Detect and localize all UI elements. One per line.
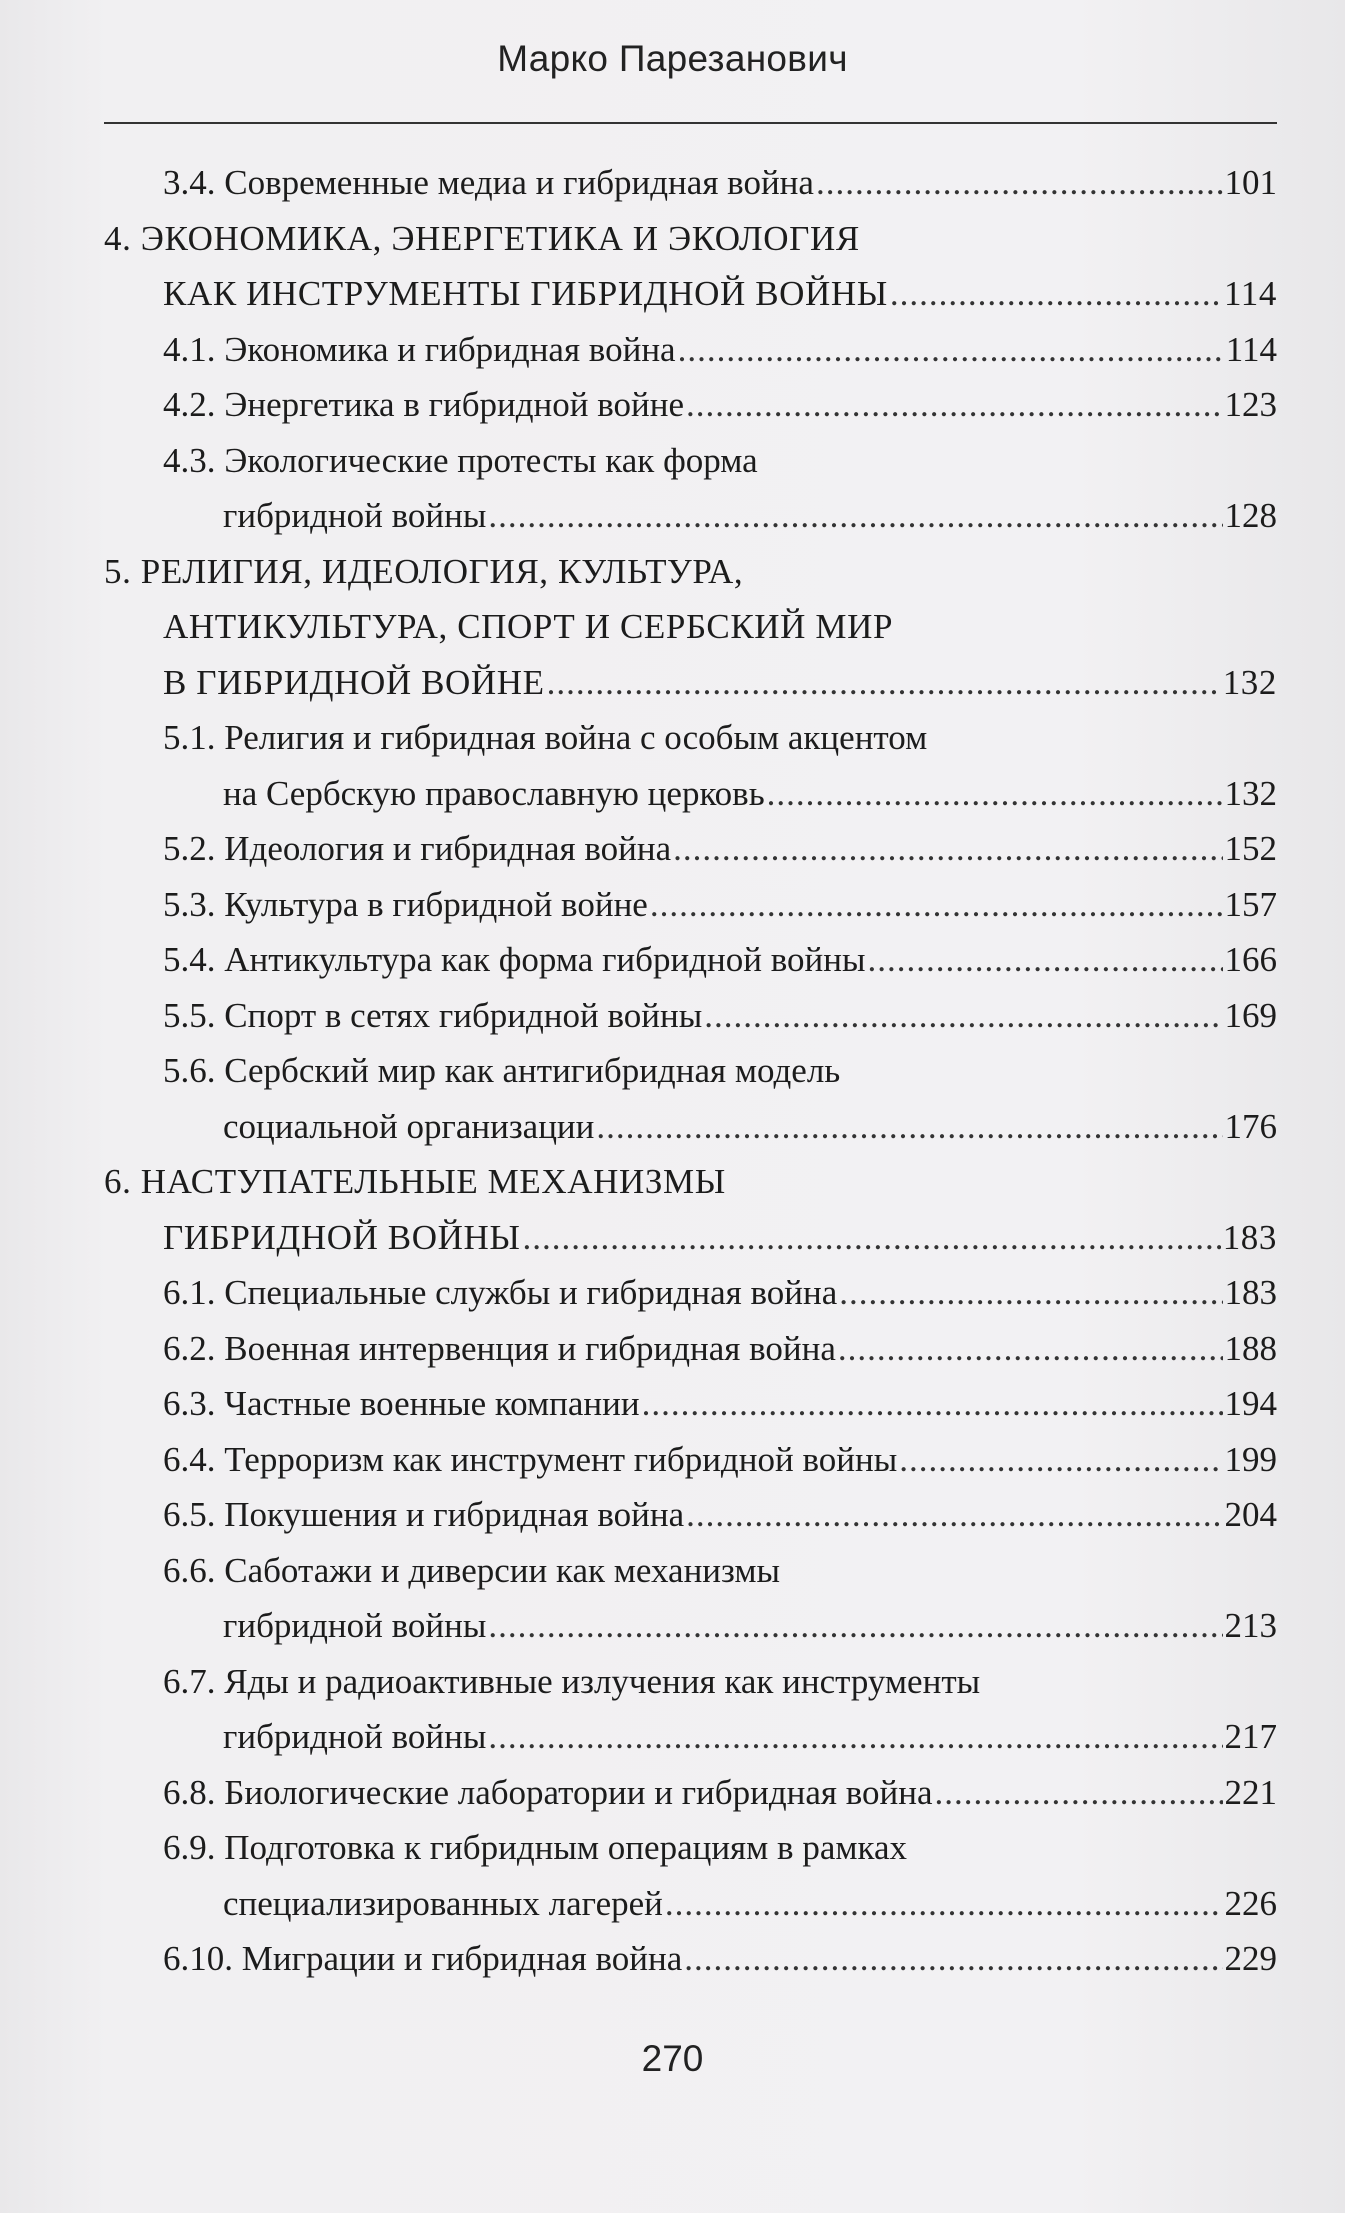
toc-entry-line [163,988,1277,1044]
dot-leader [867,932,1222,988]
toc-entry-line [163,1487,1277,1543]
toc-entry-title: 5.6. Сербский мир как антигибридная модель [163,1051,841,1090]
toc-entry-title: 4.3. Экологические протесты как форма [163,440,758,480]
toc-section [104,710,1277,821]
toc-section [104,1432,1277,1488]
toc-entry-line [163,1099,1277,1155]
toc-section [104,1931,1277,1987]
toc-entry-title: КАК ИНСТРУМЕНТЫ ГИБРИДНОЙ ВОЙНЫ [163,274,888,313]
toc-section [104,1543,1277,1654]
toc-section [104,877,1277,933]
toc-page-number: 169 [1224,995,1277,1035]
toc-page-number: 199 [1224,1439,1277,1479]
toc-section [104,932,1277,988]
toc-entry-line [163,322,1277,378]
toc-entry-line [104,655,1277,711]
toc-entry-title: гибридной войны [223,1606,487,1645]
toc-page-number: 114 [1225,329,1277,369]
toc-page-number: 166 [1224,940,1277,979]
toc-entry-title: 5.3. Культура в гибридной войне [163,884,648,924]
toc-section [104,1820,1277,1931]
toc-entry-title: гибридной войны [223,1717,487,1756]
toc-entry-title: 6.1. Специальные службы и гибридная война [163,1273,838,1312]
toc-entry-line [163,1432,1277,1488]
toc-entry-title: 5.1. Религия и гибридная война с особым акцентом [163,718,928,757]
toc-entry-line [163,1765,1277,1821]
toc-entry-line [104,1210,1277,1266]
toc-entry-line [163,877,1277,933]
toc-chapter [104,544,1277,711]
toc-entry-title: 6.4. Терроризм как инструмент гибридной войны [163,1439,898,1479]
toc-entry-title: специализированных лагерей [223,1883,663,1923]
toc-page-number: 217 [1224,1717,1277,1756]
toc-entry-title: 6.10. Миграции и гибридная война [163,1939,683,1978]
toc-entry-title: ГИБРИДНОЙ ВОЙНЫ [163,1217,521,1257]
toc-chapter [104,1154,1277,1265]
dot-leader [890,266,1222,322]
toc-section [104,1376,1277,1432]
dot-leader [488,1598,1222,1654]
toc-entry-line [163,1598,1277,1654]
toc-page-number: 229 [1224,1939,1277,1978]
toc-section [104,155,1277,211]
toc-page-number: 128 [1224,496,1277,535]
toc-page-number: 183 [1222,1217,1277,1257]
dot-leader [523,1210,1221,1266]
toc-page-number: 123 [1224,385,1277,424]
toc-page-number: 132 [1222,662,1277,702]
dot-leader [899,1432,1222,1488]
toc-entry-line [163,1376,1277,1432]
toc-section [104,988,1277,1044]
toc-page-number: 132 [1224,773,1277,813]
toc-entry-line [163,1931,1277,1987]
dot-leader [839,1265,1222,1321]
toc-page-number: 221 [1224,1772,1277,1812]
page-number: 270 [641,2038,704,2079]
toc-section [104,322,1277,378]
toc-entry-line [163,377,1277,433]
running-head: Марко Парезанович [497,38,848,79]
toc-entry-title: 3.4. Современные медиа и гибридная война [163,163,814,202]
dot-leader [650,877,1223,933]
toc-entry-line [163,1321,1277,1377]
toc-entry-title: 4.2. Энергетика в гибридной войне [163,385,685,424]
toc-entry-line [163,932,1277,988]
dot-leader [686,1487,1222,1543]
toc-entry-line [163,155,1277,211]
toc-entry-line [163,766,1277,822]
dot-leader [678,322,1224,378]
toc-page-number: 226 [1224,1883,1277,1923]
dot-leader [767,766,1223,822]
toc-entry-line [163,1709,1277,1765]
toc-section [104,1765,1277,1821]
toc-section [104,433,1277,544]
toc-entry-title: 5. РЕЛИГИЯ, ИДЕОЛОГИЯ, КУЛЬТУРА, [104,551,744,591]
dot-leader [838,1321,1223,1377]
dot-leader [642,1376,1223,1432]
toc-entry-title: гибридной войны [223,496,487,535]
dot-leader [488,1709,1222,1765]
toc-page-number: 101 [1224,163,1277,202]
table-of-contents [104,155,1277,1987]
toc-entry-title: 4. ЭКОНОМИКА, ЭНЕРГЕТИКА И ЭКОЛОГИЯ [104,218,860,258]
toc-entry-title: 6.3. Частные военные компании [163,1384,640,1423]
toc-entry-line [104,266,1277,322]
toc-entry-title: 6.2. Военная интервенция и гибридная война [163,1328,836,1368]
toc-page-number: 188 [1224,1328,1277,1368]
toc-entry-title: 5.4. Антикультура как форма гибридной войны [163,940,866,979]
toc-entry-title: 6.9. Подготовка к гибридным операциям в рамках [163,1828,908,1867]
toc-entry-title: 6.6. Саботажи и диверсии как механизмы [163,1550,781,1590]
toc-page-number: 194 [1224,1384,1277,1423]
dot-leader [547,655,1221,711]
dot-leader [684,1931,1222,1987]
toc-entry-title: на Сербскую православную церковь [223,773,765,813]
dot-leader [704,988,1222,1044]
toc-entry-line [163,1265,1277,1321]
toc-section [104,821,1277,877]
toc-page-number: 176 [1224,1106,1277,1146]
toc-entry-title: 6.5. Покушения и гибридная война [163,1495,685,1534]
toc-page-number: 183 [1224,1273,1277,1312]
toc-page-number: 204 [1224,1495,1277,1534]
toc-entry-title: 6.7. Яды и радиоактивные излучения как инструменты [163,1661,981,1701]
toc-entry-title: 5.2. Идеология и гибридная война [163,829,672,868]
toc-chapter [104,211,1277,322]
toc-entry-title: 5.5. Спорт в сетях гибридной войны [163,995,703,1035]
dot-leader [665,1876,1223,1932]
toc-entry-title: 6. НАСТУПАТЕЛЬНЫЕ МЕХАНИЗМЫ [104,1162,726,1201]
dot-leader [488,488,1222,544]
toc-section [104,1321,1277,1377]
toc-section [104,1043,1277,1154]
toc-entry-title: социальной организации [223,1106,595,1146]
dot-leader [935,1765,1223,1821]
toc-page-number: 114 [1223,274,1277,313]
toc-section [104,1654,1277,1765]
toc-section [104,377,1277,433]
toc-section [104,1265,1277,1321]
toc-page-number: 213 [1224,1606,1277,1645]
header-rule [104,122,1277,124]
toc-entry-line [163,488,1277,544]
toc-entry-line [163,821,1277,877]
toc-entry-line [163,1876,1277,1932]
dot-leader [816,155,1223,211]
dot-leader [686,377,1222,433]
toc-entry-title: 4.1. Экономика и гибридная война [163,329,676,369]
toc-page-number: 157 [1224,884,1277,924]
toc-entry-title: 6.8. Биологические лаборатории и гибридная война [163,1772,933,1812]
dot-leader [673,821,1222,877]
dot-leader [596,1099,1222,1155]
toc-section [104,1487,1277,1543]
toc-entry-title: АНТИКУЛЬТУРА, СПОРТ И СЕРБСКИЙ МИР [163,607,894,646]
toc-page-number: 152 [1224,829,1277,868]
toc-entry-title: В ГИБРИДНОЙ ВОЙНЕ [163,662,545,702]
